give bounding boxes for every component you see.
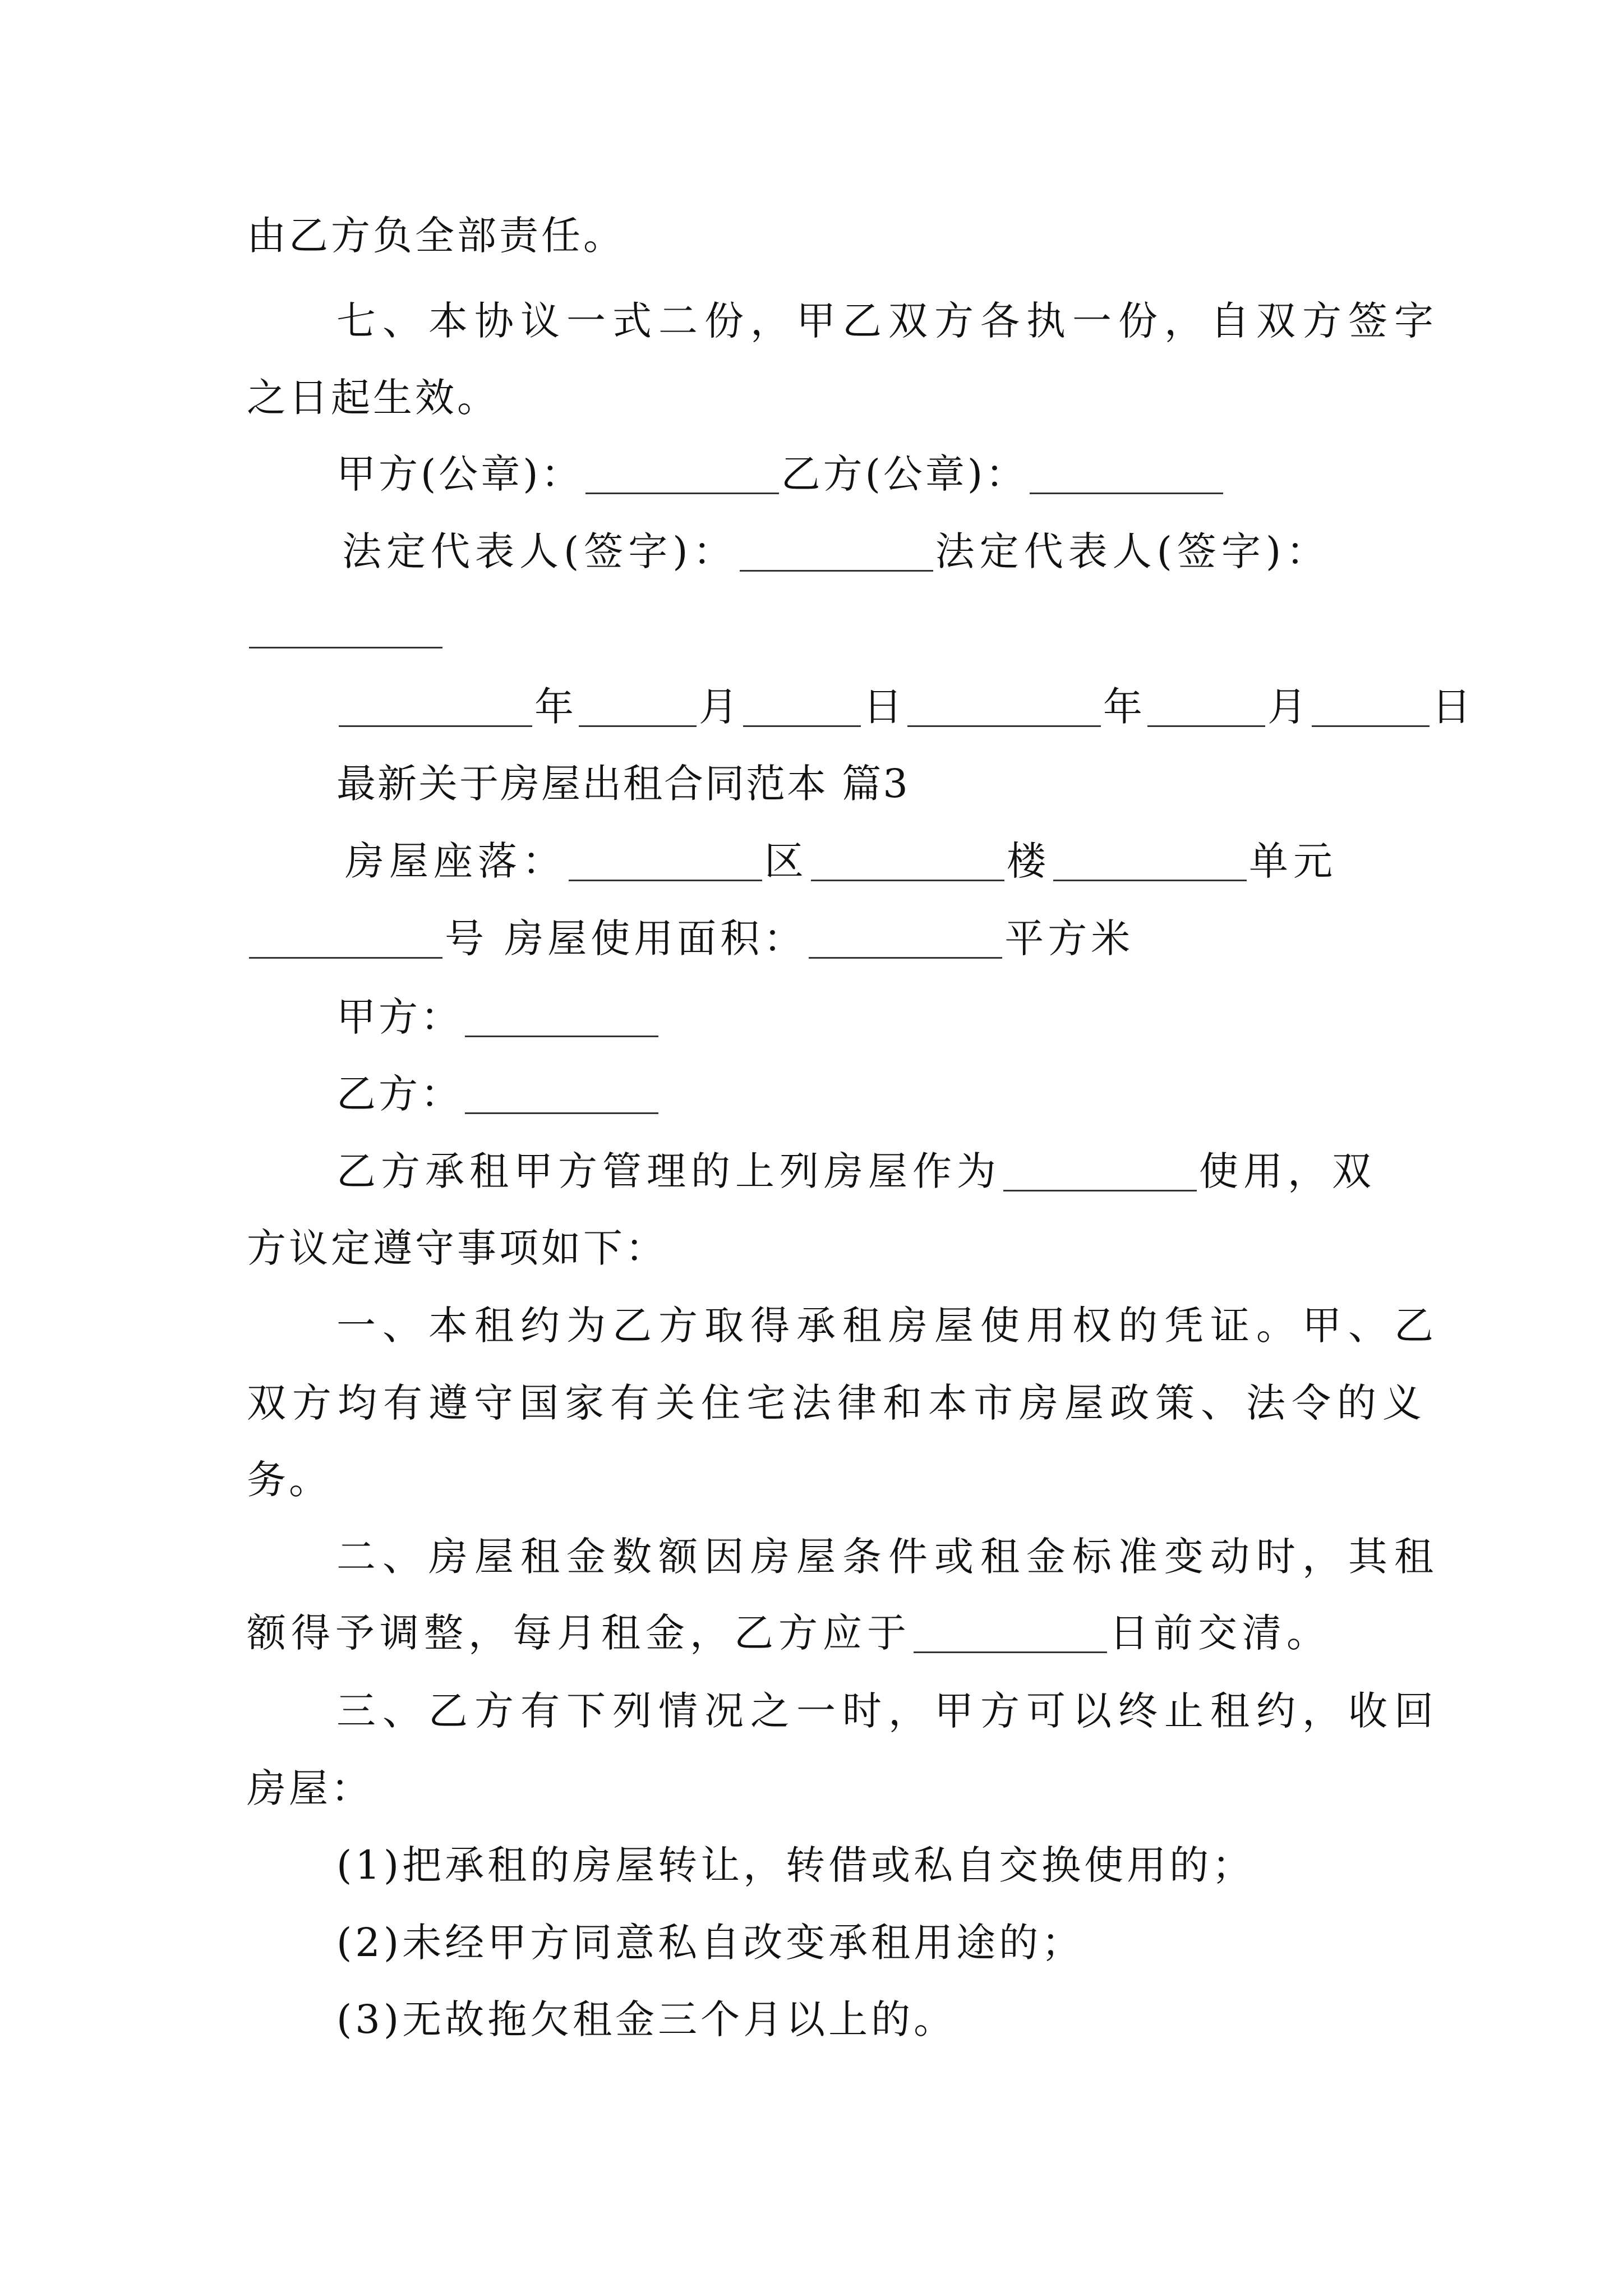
clause-1-line-1: 一、本租约为乙方取得承租房屋使用权的凭证。甲、乙 — [336, 1303, 1440, 1349]
date-b-year-blank — [907, 725, 1101, 727]
party-a-label: 甲方： — [336, 994, 463, 1040]
date-b-day-blank — [1312, 725, 1430, 727]
clause-2-line-1: 二、房屋租金数额因房屋条件或租金标准变动时，其租 — [336, 1534, 1440, 1580]
location-line — [345, 836, 1338, 886]
clause-3-line-1: 三、乙方有下列情况之一时，甲方可以终止租约，收回 — [336, 1688, 1440, 1734]
unit-blank — [1053, 880, 1247, 881]
party-b-line — [336, 1069, 661, 1119]
area-blank — [809, 957, 1002, 959]
party-a-blank — [465, 1036, 658, 1037]
date-a-year-blank — [339, 725, 532, 727]
party-b-seal-blank — [1030, 493, 1223, 494]
payment-day-blank — [914, 1651, 1107, 1653]
party-a-seal-blank — [585, 493, 779, 494]
date-a-day: 日 — [863, 684, 905, 730]
district-label: 区 — [764, 838, 809, 884]
district-blank — [569, 880, 762, 881]
date-a-year: 年 — [534, 684, 577, 730]
section-heading: 最新关于房屋出租合同范本 篇3 — [336, 761, 910, 807]
number-label: 号 — [445, 915, 488, 961]
date-b-year: 年 — [1103, 684, 1145, 730]
purpose-start: 乙方承租甲方管理的上列房屋作为 — [336, 1148, 1001, 1194]
purpose-line — [336, 1146, 1376, 1197]
clause-7-text: 七、本协议一式二份，甲乙双方各执一份，自双方签字 — [336, 298, 1440, 344]
date-b-day: 日 — [1432, 684, 1474, 730]
unit-label: 单元 — [1249, 838, 1338, 884]
date-a-month: 月 — [699, 684, 741, 730]
clause-7-line — [336, 296, 1440, 346]
seal-line — [336, 449, 1225, 499]
rep-b-label: 法定代表人(签字)： — [935, 528, 1331, 574]
building-blank — [811, 880, 1004, 881]
date-line — [336, 682, 1474, 732]
rep-b-blank — [249, 647, 442, 648]
text-line: 由乙方负全部责任。 — [247, 213, 625, 259]
party-b-label: 乙方： — [336, 1071, 463, 1117]
date-a-day-blank — [743, 725, 861, 727]
list-item: (2)未经甲方同意私自改变承租用途的； — [336, 1920, 1085, 1966]
text-line: 之日起生效。 — [247, 375, 499, 421]
party-a-line — [336, 992, 661, 1042]
clause-3-line-2: 房屋： — [247, 1765, 373, 1811]
area-line — [247, 913, 1134, 964]
date-a-month-blank — [579, 725, 697, 727]
text-line: 方议定遵守事项如下： — [247, 1225, 667, 1271]
location-label: 房屋座落： — [345, 838, 566, 884]
list-item: (3)无故拖欠租金三个月以上的。 — [336, 1996, 957, 2042]
number-blank — [249, 957, 442, 959]
list-item: (1)把承租的房屋转让，转借或私自交换使用的； — [336, 1842, 1255, 1888]
area-label: 房屋使用面积： — [504, 915, 807, 961]
rep-b-blank-line — [247, 603, 445, 654]
rep-a-label: 法定代表人(签字)： — [342, 528, 737, 574]
representative-line — [342, 526, 1330, 577]
rep-a-blank — [740, 570, 933, 572]
area-unit: 平方米 — [1004, 915, 1135, 961]
building-label: 楼 — [1007, 838, 1051, 884]
date-b-month-blank — [1147, 725, 1265, 727]
party-a-seal-label: 甲方(公章)： — [336, 451, 583, 497]
purpose-blank — [1003, 1190, 1197, 1191]
party-b-blank — [465, 1112, 658, 1114]
clause-1-line-2: 双方均有遵守国家有关住宅法律和本市房屋政策、法令的义 — [247, 1380, 1428, 1426]
clause-2-end: 日前交清。 — [1109, 1610, 1331, 1656]
clause-2-start: 额得予调整，每月租金，乙方应于 — [247, 1610, 911, 1656]
party-b-seal-label: 乙方(公章)： — [781, 451, 1028, 497]
clause-2-line-2 — [247, 1608, 1331, 1658]
purpose-end: 使用，双 — [1199, 1148, 1376, 1194]
clause-1-line-3: 务。 — [247, 1457, 331, 1503]
date-b-month: 月 — [1267, 684, 1310, 730]
